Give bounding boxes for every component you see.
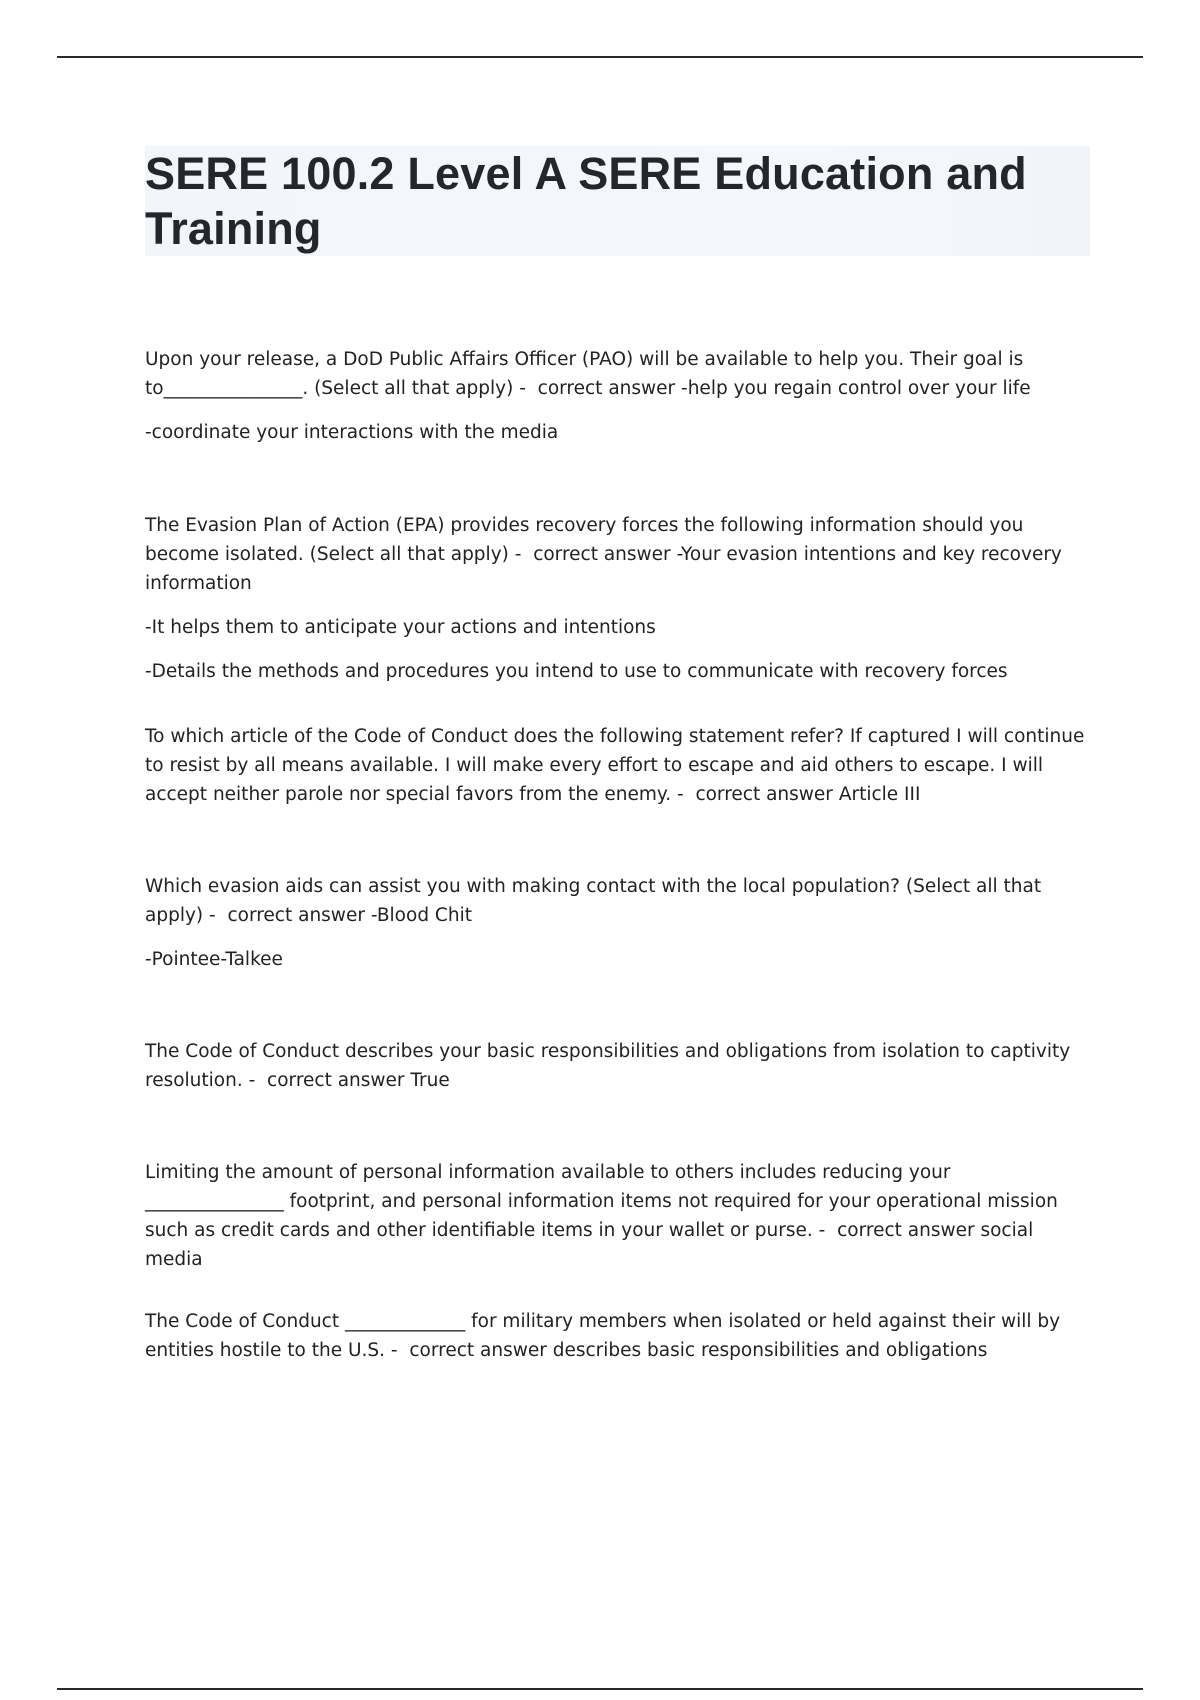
answer-extra-line: -coordinate your interactions with the media — [145, 422, 559, 443]
qa-item-6 — [145, 1158, 1090, 1274]
answer-label: correct answer — [837, 1220, 975, 1241]
qa-item-3 — [145, 722, 1090, 809]
qa-item-2 — [145, 511, 1090, 686]
qa-line — [145, 345, 1090, 403]
qa-line — [145, 1158, 1090, 1274]
answer-label: correct answer — [695, 784, 833, 805]
answer-label: correct answer — [409, 1340, 547, 1361]
question-text: Limiting the amount of personal information available to others includes reducing your _______________ footprint, and personal information items not required for your operational mission such as credit cards and other identifiable items in your wallet or purse. - — [145, 1162, 1058, 1241]
answer-text: describes basic responsibilities and obligations — [552, 1340, 988, 1361]
qa-line — [145, 1037, 1090, 1095]
qa-item-5 — [145, 1037, 1090, 1095]
question-text: Which evasion aids can assist you with making contact with the local population? (Select all that apply) - — [145, 876, 1042, 926]
question-text: The Code of Conduct describes your basic responsibilities and obligations from isolation to captivity resolution. - — [145, 1041, 1071, 1091]
bottom-rule — [57, 1688, 1143, 1690]
qa-line — [145, 722, 1090, 809]
answer-label: correct answer — [267, 1070, 405, 1091]
qa-item-1 — [145, 345, 1090, 447]
question-text: The Evasion Plan of Action (EPA) provides recovery forces the following information should you become isolated. (Select all that apply) - — [145, 515, 1024, 565]
answer-text: -Blood Chit — [370, 905, 472, 926]
answer-label: correct answer — [537, 378, 676, 399]
answer-label: correct answer — [533, 544, 671, 565]
question-text: To which article of the Code of Conduct does the following statement refer? If captured I will continue to resist by all means available. I will make every effort to escape and aid others to escape. I will accept neither parole nor special favors from the enemy. - — [145, 726, 1085, 805]
question-text: Upon your release, a DoD Public Affairs Officer (PAO) will be available to help you. Their goal is to_______________. (Select all that apply) - — [145, 349, 1024, 399]
answer-text: social media — [145, 1220, 1034, 1270]
question-text: The Code of Conduct _____________ for military members when isolated or held against their will by entities hostile to the U.S. - — [145, 1311, 1061, 1361]
qa-line — [145, 872, 1090, 930]
answer-extra-line: -It helps them to anticipate your actions and intentions — [145, 617, 656, 638]
top-rule — [57, 56, 1143, 58]
answer-text: True — [410, 1070, 450, 1091]
qa-item-4 — [145, 872, 1090, 974]
answer-extra-line: -Pointee-Talkee — [145, 949, 283, 970]
qa-line — [145, 1307, 1090, 1365]
answer-label: correct answer — [227, 905, 365, 926]
qa-line — [145, 511, 1090, 598]
answer-extra-line: -Details the methods and procedures you intend to use to communicate with recovery forces — [145, 661, 1008, 682]
qa-item-7 — [145, 1307, 1090, 1365]
answer-text: Article III — [838, 784, 921, 805]
document-title: SERE 100.2 Level A SERE Education and Training — [145, 148, 1027, 254]
answer-text: -help you regain control over your life — [681, 378, 1031, 399]
answer-text: -Your evasion intentions and key recovery information — [145, 544, 1062, 594]
